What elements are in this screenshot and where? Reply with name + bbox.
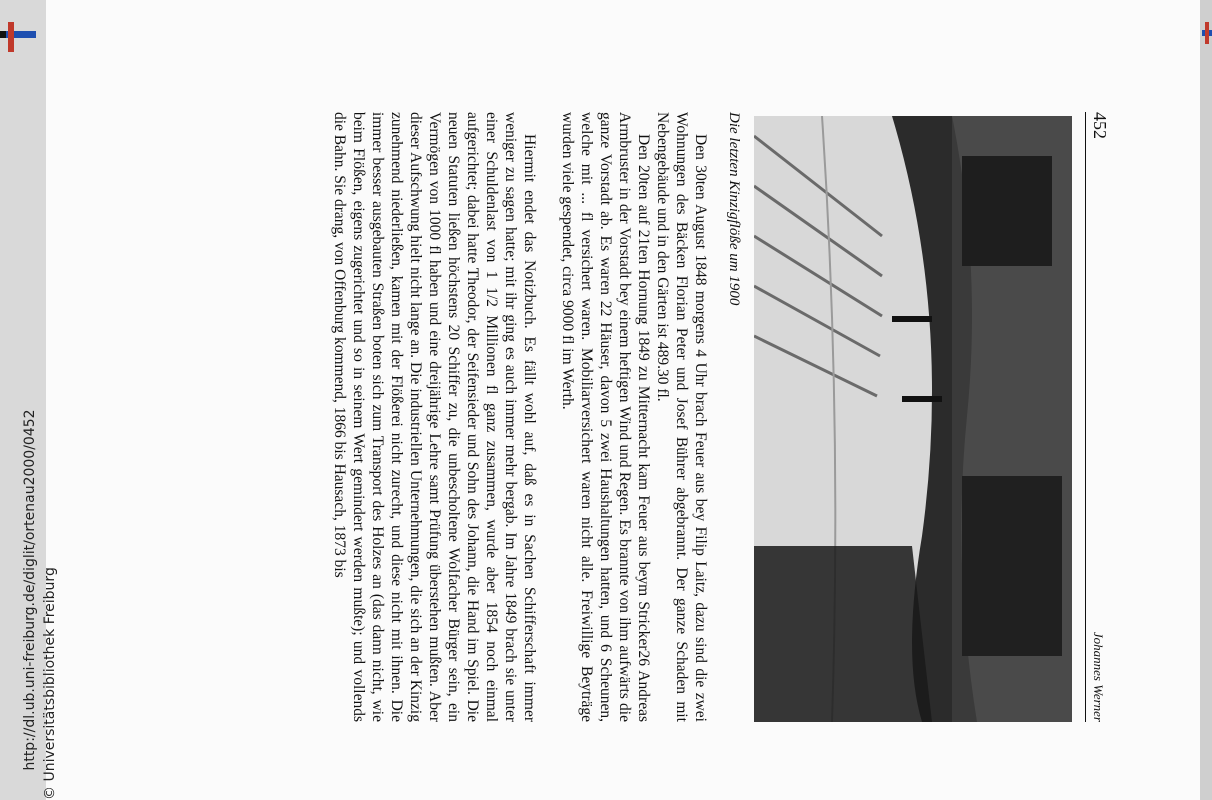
paragraph: Hiermit endet das Notizbuch. Es fällt wohl auf, daß es in Sachen Schifferschaft immer weniger zu sagen hatte; mit ihr ging es auch immer mehr bergab. Im Jahre 1849 brach sie unter einer Schuldenlast von 1 1/2 Millionen fl ganz zusammen, wurde aber 1854 noch einmal aufgerichtet; dabei hatte Theodor, der Seifensieder und Sohn des Johann, die Hand im Spiel. Die neuen Statuten ließen höchstens 20 Schiffer zu, die unbescholtene Wolfacher Bürger sein, ein Vermögen von 1000 fl haben und eine dreijährige Lehre samt Prüfung überstehen mußten. Aber dieser Aufschwung hielt nicht lange an. Die industriellen Unternehmungen, die sich an der Kinzig zunehmend niederließen, kamen mit der Flößerei nicht zurecht, und diese nicht mit ihnen. Die immer besser ausgebauten Straßen boten sich zum Transport des Holzes an (das dann nicht, wie beim Flößen, eigens zugerichtet und so in seinem Wert gemindert werden mußte); und vollends die Bahn. Sie drang, von Offenburg kommend, 1866 bis Hausach, 1873 bis [331,112,538,722]
header-rule [1085,112,1086,722]
right-margin-strip [1200,0,1212,800]
source-url-watermark [18,0,58,800]
rotated-page-content [110,112,1110,722]
photo-caption: Die letzten Kinzigflöße um 1900 [726,112,742,306]
source-url: http://dl.ub.uni-freiburg.de/diglit/ortenau2000/0452 [22,409,38,771]
paragraph: Den 30ten August 1848 morgens 4 Uhr brach Feuer aus bey Filip Laitz, dazu sind die zwei Wohnungen des Bäcken Florian Peter und Josef Bührer abgebrannt. Der ganze Schaden mit Nebengebäude und in den Gärten ist 489.30 fl. [654,112,709,722]
page-header [1084,112,1110,722]
body-text [330,112,710,722]
copyright-line: © Universitätsbibliothek Freiburg [42,567,58,800]
library-logo-icon-right [1202,22,1212,44]
page-number: 452 [1090,112,1110,139]
paragraph: Den 20ten auf 21ten Hornung 1849 zu Mitternacht kam Feuer aus beym Stricker26 Andreas Armbruster in der Vorstadt bey einem heftigen Wind und Regen. Es brannte von ihm aufwärts die ganze Vorstadt ab. Es waren 22 Häuser, davon 5 zwei Haushaltungen hatten, und 6 Scheunen, welche mit ... fl versichert waren. Mobiliarversichert waren nicht alle. Freiwillige Beyträge wurden viele gespendet, circa 9000 fl im Werth. [559,112,652,722]
running-head-author: Johannes Werner [1091,631,1106,722]
historical-photo [754,116,1072,722]
